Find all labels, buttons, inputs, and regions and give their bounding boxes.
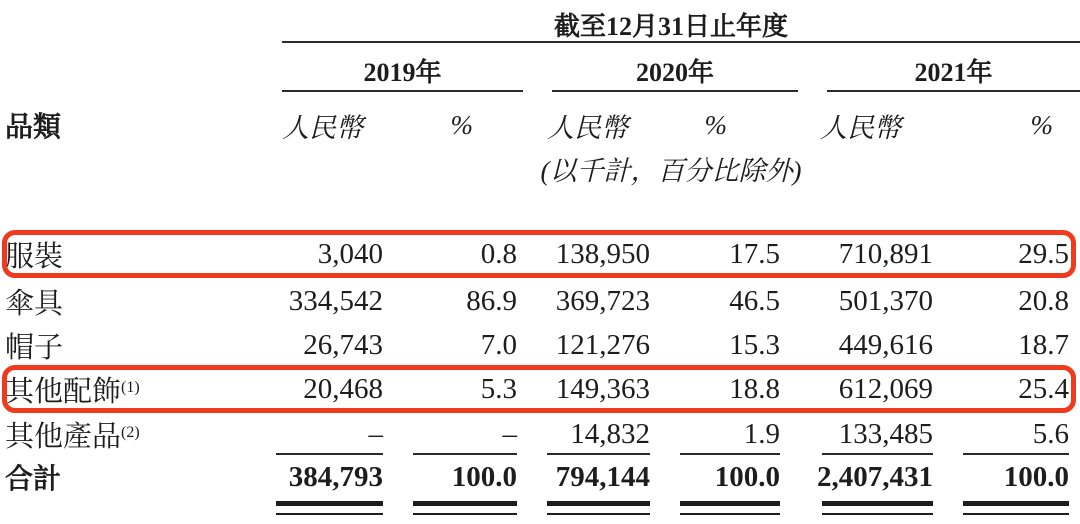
rmb-2019-value: 334,542 xyxy=(288,284,383,317)
pct-2020-value: 46.5 xyxy=(729,284,780,317)
pct-2020-value: 17.5 xyxy=(729,237,780,270)
pct-2020-value: 1.9 xyxy=(743,417,780,450)
pct-header-2019: % xyxy=(450,109,473,140)
category-column-header: 品類 xyxy=(5,111,62,142)
rmb-2019-value: 20,468 xyxy=(303,373,383,405)
table-row-clothing xyxy=(0,230,1080,278)
rmb-2020-value: 149,363 xyxy=(555,373,650,405)
table-row-umbrellas xyxy=(0,278,1080,324)
pct-2019-value: – xyxy=(502,417,517,450)
pct-2021-value: 25.4 xyxy=(1018,373,1069,405)
total-double-rule xyxy=(413,501,517,506)
rmb-2019-value: – xyxy=(368,417,383,450)
table-row-other-accessories xyxy=(0,366,1080,413)
rmb-header-2021: 人民幣 xyxy=(820,112,901,143)
pct-2020-value: 18.8 xyxy=(729,373,780,405)
pct-2019-total: 100.0 xyxy=(451,460,517,493)
pct-header-2021: % xyxy=(1030,109,1053,140)
footnote-marker-1: (1) xyxy=(121,379,140,396)
rmb-2019-value: 26,743 xyxy=(303,328,383,361)
row-label: 帽子 xyxy=(5,331,64,364)
table-row-hats xyxy=(0,324,1080,366)
total-double-rule xyxy=(680,501,780,506)
period-title: 截至12月31日止年度 xyxy=(553,12,788,41)
pct-header-2020: % xyxy=(704,109,727,140)
column-rule xyxy=(413,453,517,455)
rmb-2020-value: 14,832 xyxy=(570,417,650,450)
sub-header-row xyxy=(0,104,1080,146)
rmb-2021-total: 2,407,431 xyxy=(817,460,933,493)
row-label: 服裝 xyxy=(5,240,64,273)
pct-2021-total: 100.0 xyxy=(1003,460,1069,493)
rmb-2020-total: 794,144 xyxy=(555,460,650,493)
rmb-2020-value: 369,723 xyxy=(555,284,650,317)
pct-2019-value: 0.8 xyxy=(480,237,517,270)
rmb-2020-value: 138,950 xyxy=(555,237,650,270)
rmb-2021-value: 133,485 xyxy=(838,417,933,450)
pct-2020-value: 15.3 xyxy=(729,328,780,361)
rmb-2019-total: 384,793 xyxy=(288,460,383,493)
row-label: 其他產品$^{(2)}$ xyxy=(5,420,140,453)
total-double-rule xyxy=(963,501,1069,506)
pct-2021-value: 20.8 xyxy=(1018,284,1069,317)
column-rule xyxy=(822,453,933,455)
year-header-2021: 2021年 xyxy=(827,54,1080,92)
footnote-marker-2: (2) xyxy=(121,423,140,441)
year-header-2020: 2020年 xyxy=(552,54,798,92)
pct-2021-value: 29.5 xyxy=(1018,237,1069,270)
table-row-total xyxy=(0,453,1080,501)
rmb-header-2019: 人民幣 xyxy=(282,112,363,143)
pct-2021-value: 5.6 xyxy=(1032,417,1069,450)
pct-2019-value: 86.9 xyxy=(466,284,517,317)
rmb-2020-value: 121,276 xyxy=(555,328,650,361)
rmb-2019-value: 3,040 xyxy=(317,237,383,270)
year-header-2019: 2019年 xyxy=(282,54,523,92)
row-label: 其他配飾$^{(1)}$ xyxy=(5,376,140,408)
rmb-header-2020: 人民幣 xyxy=(547,112,628,143)
pct-2019-value: 7.0 xyxy=(480,328,517,361)
rmb-2021-value: 612,069 xyxy=(838,373,933,405)
column-rule xyxy=(547,453,650,455)
column-rule xyxy=(963,453,1069,455)
pct-2019-value: 5.3 xyxy=(480,373,517,405)
total-double-rule xyxy=(822,501,933,506)
total-double-rule xyxy=(276,501,383,506)
total-double-rule xyxy=(547,501,650,506)
column-rule xyxy=(276,453,383,455)
pct-2021-value: 18.7 xyxy=(1018,328,1069,361)
row-label: 傘具 xyxy=(5,287,64,320)
pct-2020-total: 100.0 xyxy=(714,460,780,493)
header-top-rule xyxy=(282,41,1080,43)
rmb-2021-value: 449,616 xyxy=(838,328,933,361)
row-label: 合計 xyxy=(5,463,62,494)
rmb-2021-value: 501,370 xyxy=(838,284,933,317)
unit-note: (以千計，百分比除外) xyxy=(540,156,802,186)
table-row-other-products xyxy=(0,413,1080,455)
rmb-2021-value: 710,891 xyxy=(838,237,933,270)
column-rule xyxy=(680,453,780,455)
